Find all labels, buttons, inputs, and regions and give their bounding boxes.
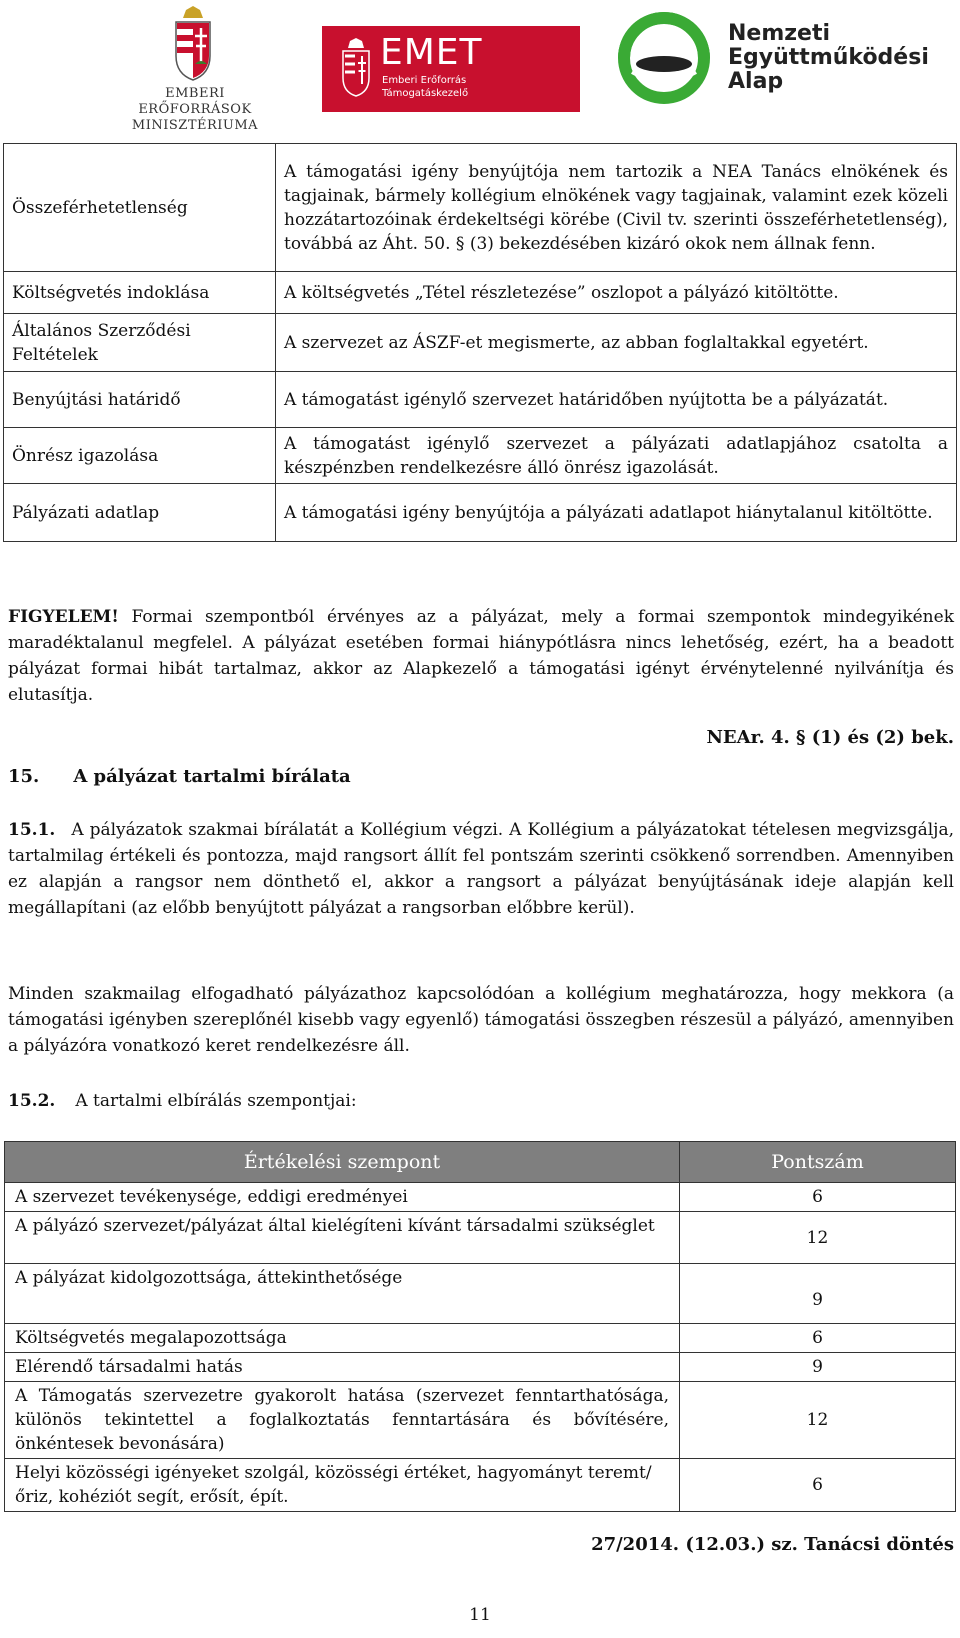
page-number: 11	[469, 1605, 491, 1625]
paragraph: Minden szakmailag elfogadható pályázathoz kapcsolódóan a kollégium meghatározza, hogy mekkora (a támogatási igényben szereplőnél kisebb vagy egyenlő) támogatási összegben részesül a pályázó, amennyiben a pályázóra vonatkozó keret rendelkezésre áll.	[8, 984, 954, 1056]
section-15-heading	[8, 764, 954, 790]
criterion-text: A támogatást igénylő szervezet a pályázati adatlapjához csatolta a készpénzben rendelkezésre álló önrész igazolását.	[276, 428, 957, 484]
criterion-cell: Elérendő társadalmi hatás	[5, 1353, 680, 1382]
table-row	[5, 1264, 956, 1324]
emmi-logo	[110, 4, 280, 133]
subsection-number: 15.2.	[8, 1091, 56, 1111]
criterion-cell: Költségvetés megalapozottsága	[5, 1324, 680, 1353]
table-row	[4, 314, 957, 372]
points-cell: 12	[680, 1382, 956, 1459]
column-header: Pontszám	[680, 1142, 956, 1183]
nea-line-2: Együttműködési	[728, 45, 929, 70]
nea-line-3: Alap	[728, 69, 784, 94]
points-cell: 6	[680, 1324, 956, 1353]
table-header-row	[5, 1142, 956, 1183]
criterion-cell: A pályázat kidolgozottsága, áttekinthetősége	[5, 1264, 680, 1324]
criterion-cell: A Támogatás szervezetre gyakorolt hatása (szervezet fenntarthatósága, különös tekintettel a foglalkoztatás fenntartására és bővítésére, önkéntesek bevonására)	[5, 1382, 680, 1459]
criterion-label: Pályázati adatlap	[4, 484, 276, 542]
emet-title: EMET	[380, 32, 483, 73]
nea-text	[728, 22, 929, 94]
criterion-cell: Helyi közösségi igényeket szolgál, közösségi értéket, hagyományt teremt/őriz, kohéziót segít, erősít, épít.	[5, 1459, 680, 1512]
criterion-text: A támogatási igény benyújtója nem tartozik a NEA Tanács elnökének és tagjainak, bármely kollégium elnökének vagy tagjainak, valamint ezek közeli hozzátartozóinak érdekeltségi körébe (Civil tv. szerinti összeférhetetlenség), továbbá az Áht. 50. § (3) bekezdésében kizáró okok nem állnak fenn.	[276, 144, 957, 272]
table-row	[4, 272, 957, 314]
criterion-text: A támogatási igény benyújtója a pályázati adatlapot hiánytalanul kitöltötte.	[276, 484, 957, 542]
hungarian-crest-icon	[170, 4, 216, 82]
points-cell: 6	[680, 1183, 956, 1212]
table-row	[4, 428, 957, 484]
subsection-number: 15.1.	[8, 820, 56, 840]
emet-sub-line-2: Támogatáskezelő	[382, 88, 469, 99]
header-logos	[0, 0, 960, 133]
table-row	[4, 484, 957, 542]
criterion-cell: A pályázó szervezet/pályázat által kielégíteni kívánt társadalmi szükséglet	[5, 1212, 680, 1264]
subsection-text: A tartalmi elbírálás szempontjai:	[75, 1091, 357, 1111]
emet-crest-icon	[340, 36, 372, 98]
table-row	[5, 1382, 956, 1459]
criterion-label: Összeférhetetlenség	[4, 144, 276, 272]
table-row	[5, 1183, 956, 1212]
nea-logo	[618, 6, 948, 116]
section-15-2	[8, 1088, 954, 1114]
criterion-text: A támogatást igénylő szervezet határidőben nyújtotta be a pályázatát.	[276, 372, 957, 428]
formal-criteria-table	[3, 143, 957, 542]
criterion-label: Általános Szerződési Feltételek	[4, 314, 276, 372]
section-title: A pályázat tartalmi bírálata	[73, 766, 351, 787]
points-cell: 9	[680, 1353, 956, 1382]
council-decision-reference: 27/2014. (12.03.) sz. Tanácsi döntés	[591, 1534, 954, 1555]
emmi-line-2: MINISZTÉRIUMA	[131, 118, 259, 133]
emet-subtitle	[382, 74, 468, 100]
emmi-line-1: EMBERI ERŐFORRÁSOK	[138, 86, 252, 117]
table-row	[4, 372, 957, 428]
nea-line-1: Nemzeti	[728, 21, 831, 46]
warning-text: Formai szempontból érvényes az a pályázat, mely a formai szempontok mindegyikének maradéktalanul megfelel. A pályázat esetében formai hiánypótlásra nincs lehetőség, ezért, ha a beadott pályázat formai hibát tartalmaz, akkor az Alapkezelő a támogatási igényt érvénytelenné nyilvánítja és elutasítja.	[8, 607, 954, 705]
points-cell: 12	[680, 1212, 956, 1264]
points-cell: 9	[680, 1264, 956, 1324]
criterion-text: A költségvetés „Tétel részletezése” oszlopot a pályázó kitöltötte.	[276, 272, 957, 314]
criterion-text: A szervezet az ÁSZF-et megismerte, az abban foglaltakkal egyetért.	[276, 314, 957, 372]
emet-sub-line-1: Emberi Erőforrás	[382, 75, 467, 86]
section-15-1	[8, 817, 954, 921]
criterion-label: Benyújtási határidő	[4, 372, 276, 428]
criterion-cell: A szervezet tevékenysége, eddigi eredményei	[5, 1183, 680, 1212]
subsection-text: A pályázatok szakmai bírálatát a Kollégium végzi. A Kollégium a pályázatokat tételesen megvizsgálja, tartalmilag értékeli és pontozza, majd rangsort állít fel pontszám szerinti csökkenő sorrendben. Amennyiben ez alapján a rangsor nem dönthető el, akkor a rangsort a pályázat benyújtásának ideje alapján kell megállapítani (az előbb benyújtott pályázat a rangsorban előbbre kerül).	[8, 820, 954, 918]
emet-logo	[322, 26, 580, 112]
legal-reference: NEAr. 4. § (1) és (2) bek.	[706, 727, 954, 748]
table-row	[5, 1459, 956, 1512]
criterion-label: Költségvetés indoklása	[4, 272, 276, 314]
warning-paragraph	[8, 604, 954, 708]
table-row	[5, 1353, 956, 1382]
criterion-label: Önrész igazolása	[4, 428, 276, 484]
section-number: 15.	[8, 766, 40, 787]
table-row	[5, 1324, 956, 1353]
scoring-table	[4, 1141, 956, 1512]
table-row	[5, 1212, 956, 1264]
warning-lead: FIGYELEM!	[8, 607, 119, 627]
points-cell: 6	[680, 1459, 956, 1512]
emmi-text	[110, 86, 280, 134]
table-row	[4, 144, 957, 272]
column-header: Értékelési szempont	[5, 1142, 680, 1183]
nea-mark-icon	[618, 12, 710, 104]
